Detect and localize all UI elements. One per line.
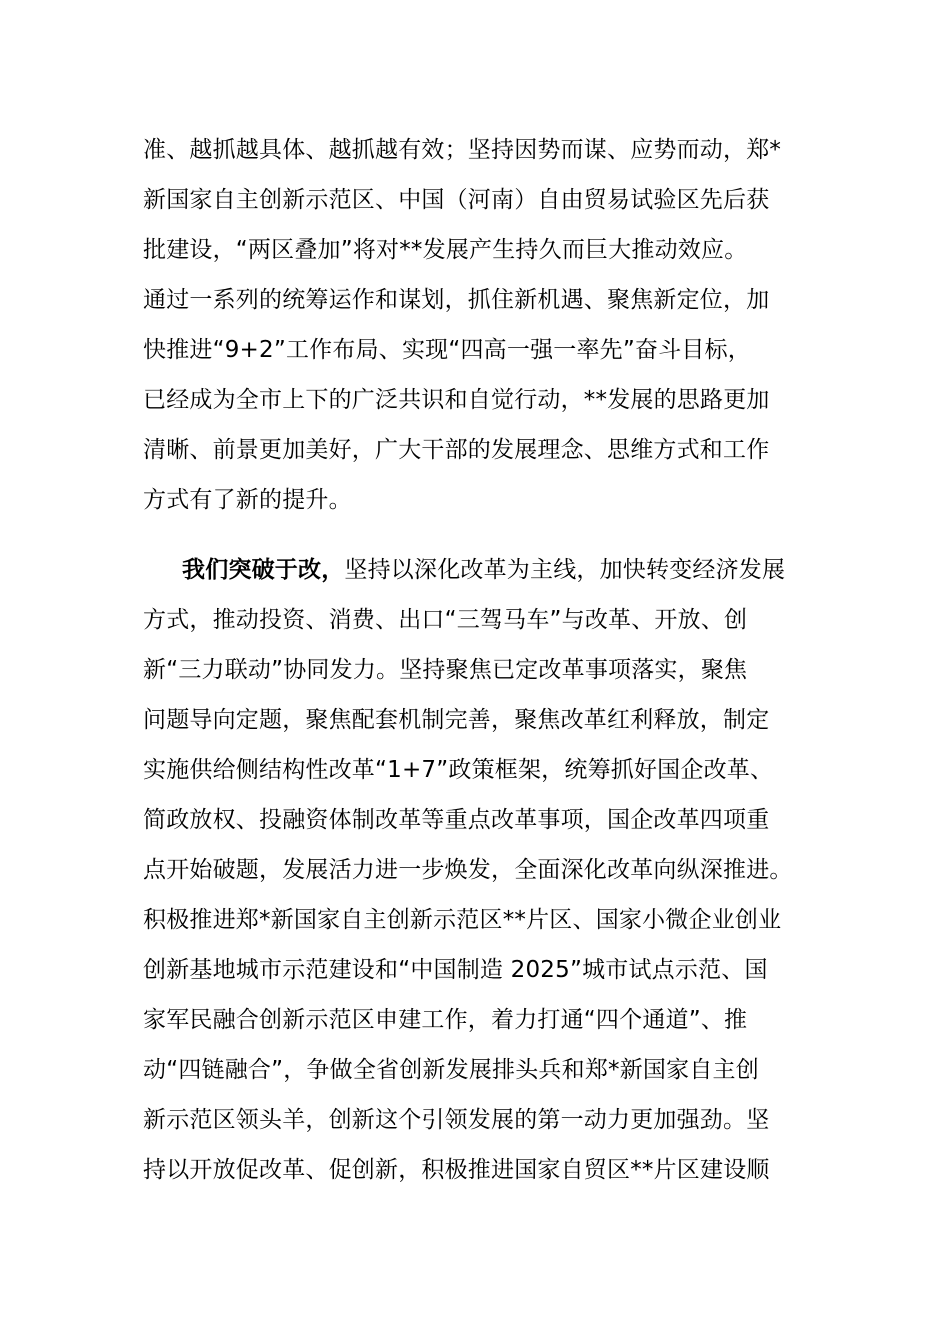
text-line: 实施供给侧结构性改革“1+7”政策框架，统筹抓好国企改革、 <box>143 757 774 783</box>
text-line: 批建设，“两区叠加”将对**发展产生持久而巨大推动效应。 <box>143 237 748 263</box>
text-line: 简政放权、投融资体制改革等重点改革事项，国企改革四项重 <box>143 807 770 833</box>
text-line: 通过一系列的统筹运作和谋划，抓住新机遇、聚焦新定位，加 <box>143 287 770 313</box>
paragraph-spacer <box>143 525 823 545</box>
bold-lead-phrase: 我们突破于改， <box>182 557 345 583</box>
text-line: 方式有了新的提升。 <box>143 487 352 513</box>
text-line: 已经成为全市上下的广泛共识和自觉行动，**发展的思路更加 <box>143 387 770 413</box>
text-line: 方式，推动投资、消费、出口“三驾马车”与改革、开放、创 <box>143 607 748 633</box>
text-line: 持以开放促改革、促创新，积极推进国家自贸区**片区建设顺 <box>143 1157 770 1183</box>
text-line: 动“四链融合”，争做全省创新发展排头兵和郑*新国家自主创 <box>143 1057 759 1083</box>
text-line: 新国家自主创新示范区、中国（河南）自由贸易试验区先后获 <box>143 187 770 213</box>
document-page <box>143 125 823 1195</box>
text-line: 积极推进郑*新国家自主创新示范区**片区、国家小微企业创业 <box>143 907 782 933</box>
text-line: 清晰、前景更加美好，广大干部的发展理念、思维方式和工作 <box>143 437 770 463</box>
paragraph-1 <box>143 125 823 525</box>
text-line: 家军民融合创新示范区申建工作，着力打通“四个通道”、推 <box>143 1007 748 1033</box>
text-line: 问题导向定题，聚焦配套机制完善，聚焦改革红利释放，制定 <box>143 707 770 733</box>
text-line-first <box>143 545 823 595</box>
text-line-rest: 坚持以深化改革为主线，加快转变经济发展 <box>344 557 786 583</box>
text-line: 快推进“9+2”工作布局、实现“四高一强一率先”奋斗目标， <box>143 337 752 363</box>
text-line: 新示范区领头羊，创新这个引领发展的第一动力更加强劲。坚 <box>143 1107 770 1133</box>
text-line: 创新基地城市示范建设和“中国制造 2025”城市试点示范、国 <box>143 957 768 983</box>
text-line: 新“三力联动”协同发力。坚持聚焦已定改革事项落实，聚焦 <box>143 657 748 683</box>
paragraph-2 <box>143 545 823 1195</box>
text-line: 点开始破题，发展活力进一步焕发，全面深化改革向纵深推进。 <box>143 857 793 883</box>
text-line: 准、越抓越具体、越抓越有效；坚持因势而谋、应势而动，郑* <box>143 137 782 163</box>
